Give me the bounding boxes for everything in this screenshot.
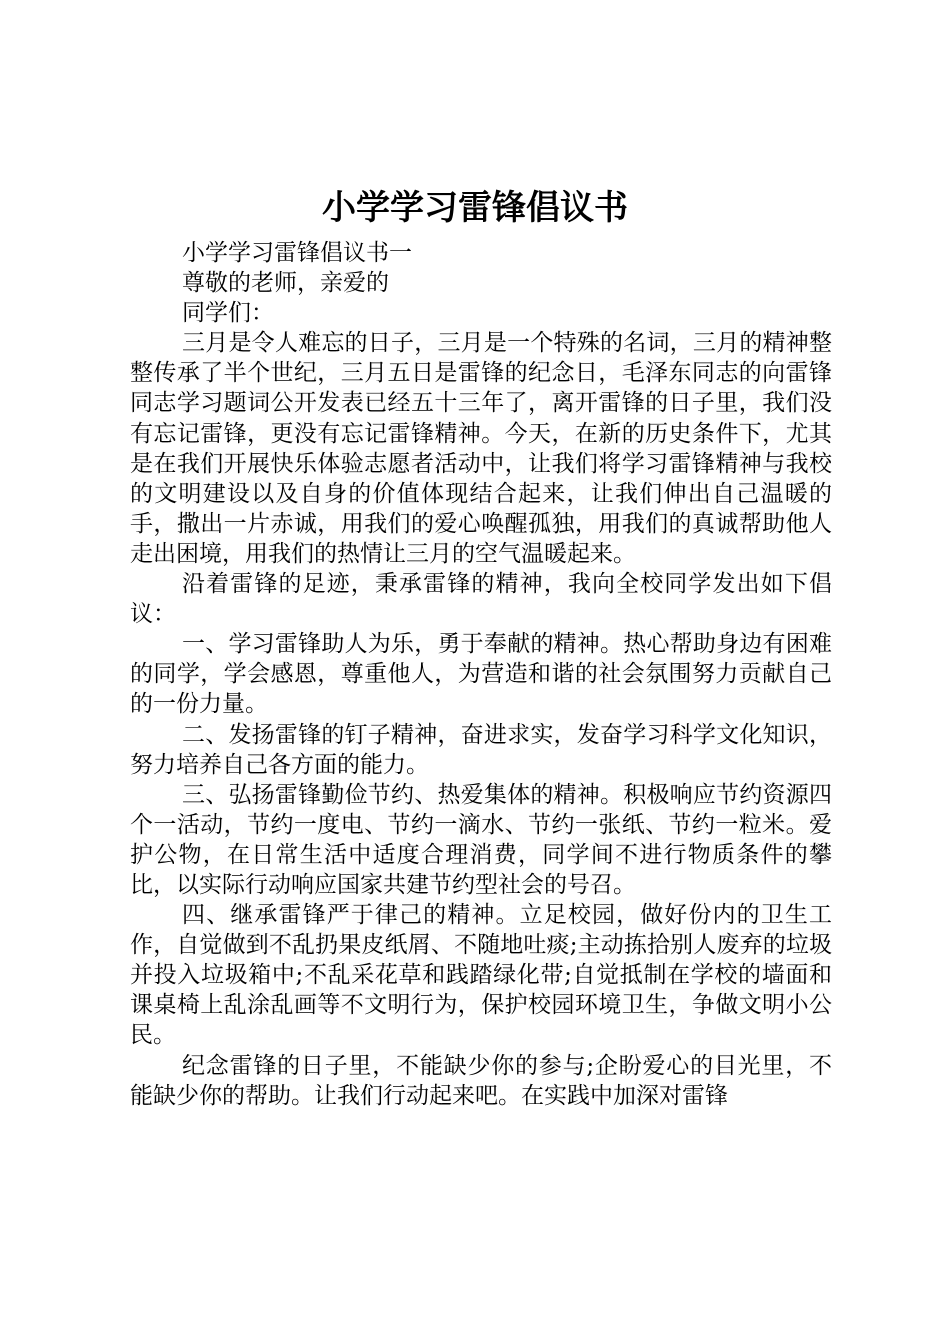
- document-title: 小学学习雷锋倡议书: [322, 188, 628, 228]
- paragraph-subtitle: 小学学习雷锋倡议书一: [182, 240, 412, 266]
- paragraph-salutation-cont: 同学们：: [182, 300, 274, 327]
- paragraph-item-3: 三、弘扬雷锋勤俭节约、热爱集体的精神。积极响应节约资源四个一活动，节约一度电、节约一滴水、节约一张纸、节约一粒米。爱护公物，在日常生活中适度合理消费，同学间不进行物质条件的攀比，以实际行动响应国家共建节约型社会的号召。: [130, 781, 832, 898]
- paragraph-item-2: 二、发扬雷锋的钉子精神，奋进求实，发奋学习科学文化知识，努力培养自己各方面的能力。: [130, 721, 832, 778]
- paragraph-item-4: 四、继承雷锋严于律己的精神。立足校园，做好份内的卫生工作，自觉做到不乱扔果皮纸屑、不随地吐痰;主动拣拾别人废弃的垃圾并投入垃圾箱中;不乱采花草和践踏绿化带;自觉抵制在学校的墙面和课桌椅上乱涂乱画等不文明行为，保护校园环境卫生，争做文明小公民。: [130, 902, 832, 1049]
- paragraph-intro: 三月是令人难忘的日子，三月是一个特殊的名词，三月的精神整整传承了半个世纪，三月五日是雷锋的纪念日，毛泽东同志的向雷锋同志学习题词公开发表已经五十三年了，离开雷锋的日子里，我们没有忘记雷锋，更没有忘记雷锋精神。今天，在新的历史条件下，尤其是在我们开展快乐体验志愿者活动中，让我们将学习雷锋精神与我校的文明建设以及自身的价值体现结合起来，让我们伸出自己温暖的手，撒出一片赤诚，用我们的爱心唤醒孤独，用我们的真诚帮助他人走出困境，用我们的热情让三月的空气温暖起来。: [130, 330, 832, 567]
- document-body: [130, 238, 832, 1111]
- paragraph-item-1: 一、学习雷锋助人为乐，勇于奉献的精神。热心帮助身边有困难的同学，学会感恩，尊重他人，为营造和谐的社会氛围努力贡献自己的一份力量。: [130, 631, 832, 718]
- paragraph-closing: 纪念雷锋的日子里，不能缺少你的参与;企盼爱心的目光里，不能缺少你的帮助。让我们行动起来吧。在实践中加深对雷锋: [130, 1052, 832, 1109]
- paragraph-salutation: 尊敬的老师，亲爱的: [182, 270, 389, 297]
- paragraph-proposal-lead: 沿着雷锋的足迹，秉承雷锋的精神，我向全校同学发出如下倡议：: [130, 571, 832, 628]
